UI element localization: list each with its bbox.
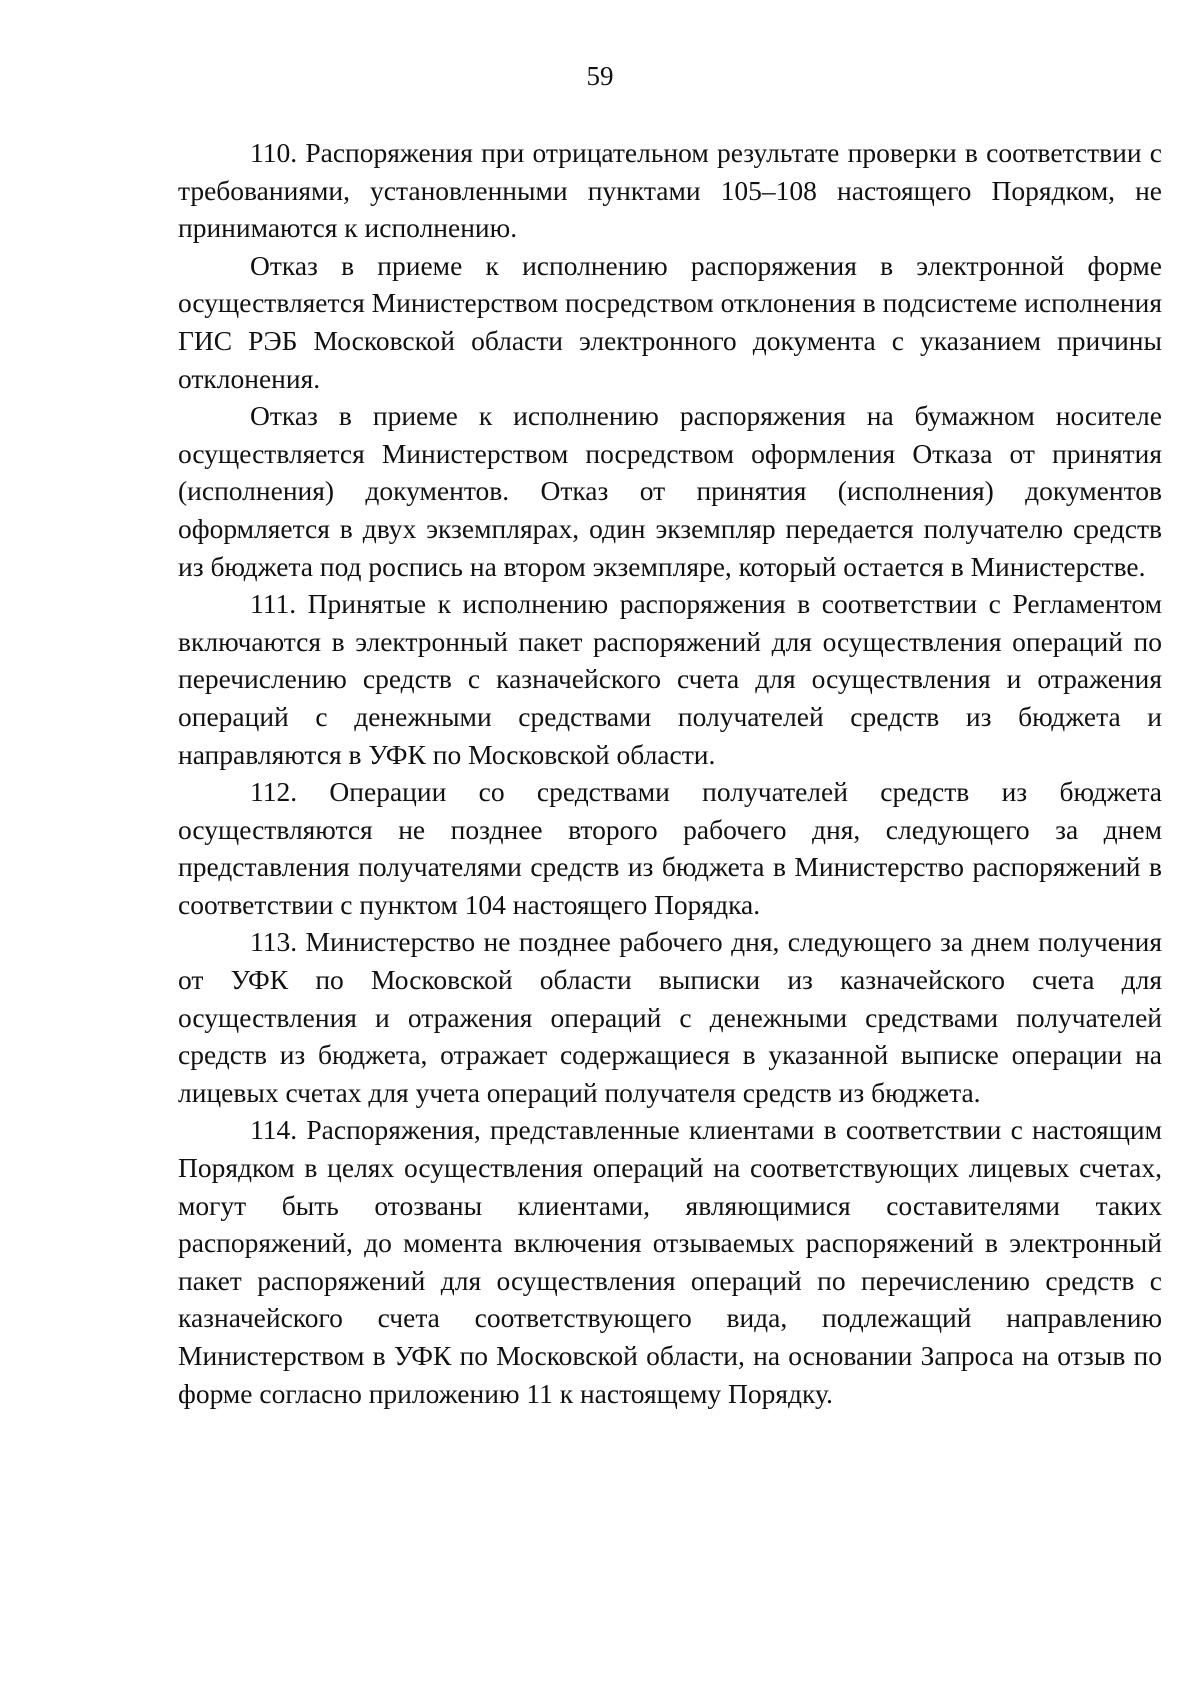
paragraph-114: 114. Распоряжения, представленные клиентами в соответствии с настоящим Порядком в целях осуществления операций на соответствующих лицевых счетах, могут быть отозваны клиентами, являющимися составителями таких распоряжений, до момента включения отзываемых распоряжений в электронный пакет распоряжений для осуществления операций по перечислению средств с казначейского счета соответствующего вида, подлежащий направлению Министерством в УФК по Московской области, на основании Запроса на отзыв по форме согласно приложению 11 к настоящему Порядку. xyxy=(178,1114,1162,1409)
paragraph-110: 110. Распоряжения при отрицательном результате проверки в соответствии с требованиями, установленными пунктами 105–108 настоящего Порядком, не принимаются к исполнению. xyxy=(178,137,1162,244)
paragraph-111: 111. Принятые к исполнению распоряжения в соответствии с Регламентом включаются в электронный пакет распоряжений для осуществления операций по перечислению средств с казначейского счета для осуществления и отражения операций с денежными средствами получателей средств из бюджета и направляются в УФК по Московской области. xyxy=(178,588,1162,770)
page-number: 59 xyxy=(586,61,614,91)
paragraph-112: 112. Операции со средствами получателей средств из бюджета осуществляются не позднее второго рабочего дня, следующего за днем представления получателями средств из бюджета в Министерство распоряжений в соответствии с пунктом 104 настоящего Порядка. xyxy=(178,776,1162,920)
paragraph-113: 113. Министерство не позднее рабочего дня, следующего за днем получения от УФК по Московской области выписки из казначейского счета для осуществления и отражения операций с денежными средствами получателей средств из бюджета, отражает содержащиеся в указанной выписке операции на лицевых счетах для учета операций получателя средств из бюджета. xyxy=(178,926,1162,1108)
document-body xyxy=(178,134,1162,1412)
paragraph-electronic-refusal: Отказ в приеме к исполнению распоряжения в электронной форме осуществляется Министерством посредством отклонения в подсистеме исполнения ГИС РЭБ Московской области электронного документа с указанием причины отклонения. xyxy=(178,249,1162,394)
paragraph-paper-refusal: Отказ в приеме к исполнению распоряжения на бумажном носителе осуществляется Министерством посредством оформления Отказа от принятия (исполнения) документов. Отказ от принятия (исполнения) документов оформляется в двух экземплярах, один экземпляр передается получателю средств из бюджета под роспись на втором экземпляре, который остается в Министерстве. xyxy=(178,400,1162,582)
